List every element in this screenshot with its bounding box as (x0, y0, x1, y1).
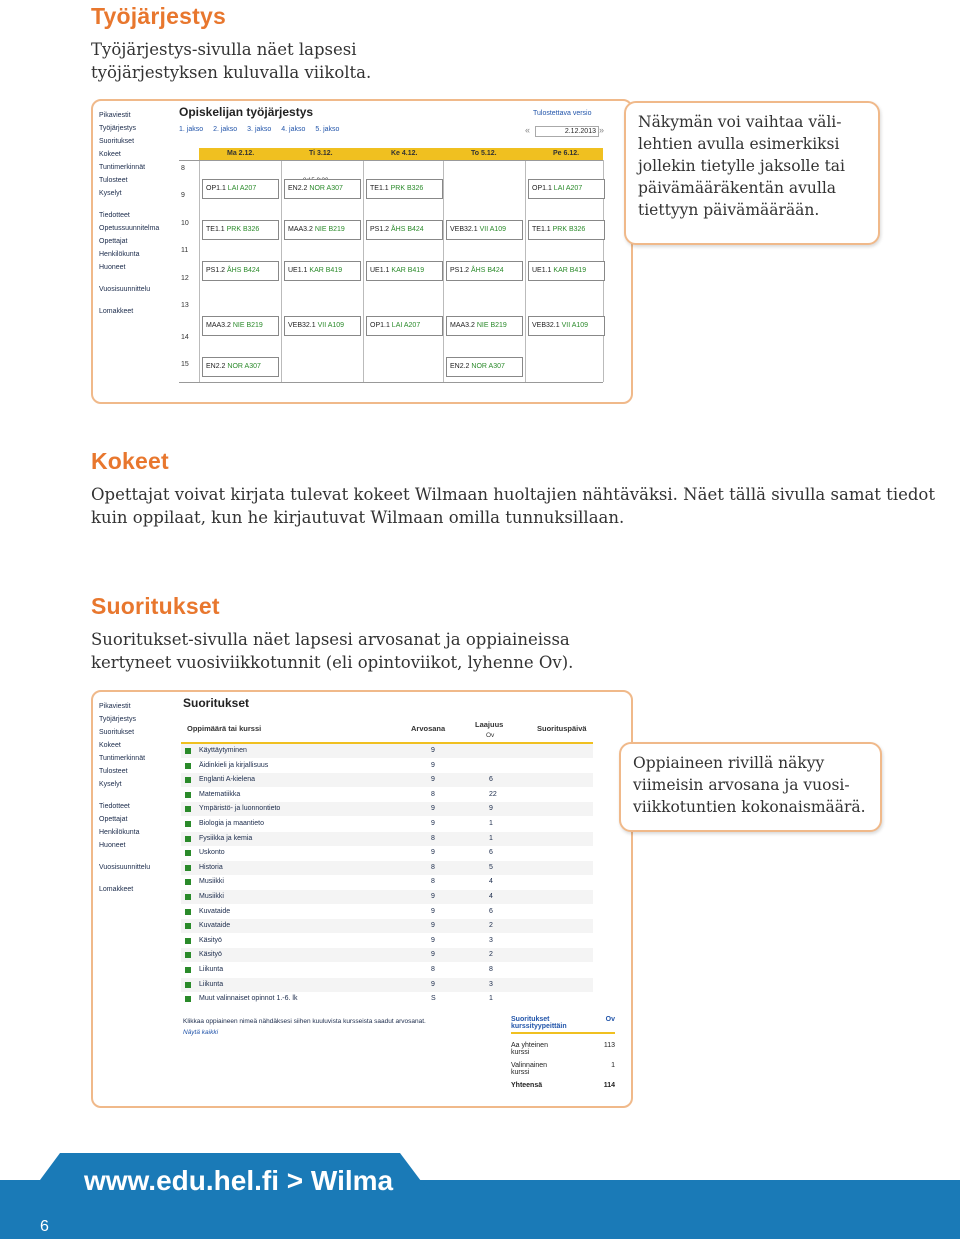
summary-box (511, 1016, 615, 1089)
col-header-scope: Laajuus (475, 720, 504, 729)
expand-icon[interactable] (185, 909, 191, 915)
grades-note: Klikkaa oppiaineen nimeä nähdäksesi siihen kuuluvista kursseista saadut arvosanat. (183, 1018, 426, 1025)
nav-item[interactable]: Tulosteet (99, 768, 128, 775)
print-link[interactable]: Tulostettava versio (533, 110, 592, 117)
day-header: To 5.12. (471, 150, 497, 157)
grade-row[interactable]: Matematiikka 8 22 (181, 788, 593, 802)
nav-item[interactable]: Opettajat (99, 816, 128, 823)
nav-item[interactable]: Pikaviestit (99, 703, 131, 710)
lesson-cell[interactable]: MAA3.2 NIE B219 (202, 316, 279, 336)
lesson-cell[interactable]: OP1.1 LAI A207 (366, 316, 443, 336)
day-header: Ti 3.12. (309, 150, 333, 157)
summary-title: Suoritukset kurssityypeittäin (511, 1016, 567, 1030)
section-heading-tyojarjestys: Työjärjestys (91, 3, 226, 29)
lesson-cell[interactable]: UE1.1 KAR B419 (284, 261, 361, 281)
nav-item[interactable]: Kokeet (99, 742, 121, 749)
grade-row[interactable]: Kuvataide 9 2 (181, 919, 593, 933)
section-text-tyojarjestys: Työjärjestys-sivulla näet lapsesi työjärjestyksen kuluvalla viikolta. (91, 40, 372, 82)
prev-arrow-icon[interactable]: « (525, 125, 531, 135)
grade-row[interactable]: Fysiikka ja kemia 8 1 (181, 832, 593, 846)
hour-label: 13 (181, 302, 189, 309)
expand-icon[interactable] (185, 865, 191, 871)
grade-row[interactable]: Musiikki 9 4 (181, 890, 593, 904)
nav-item[interactable]: Vuosisuunnittelu (99, 864, 151, 871)
lesson-cell[interactable]: TE1.1 PRK B326 (202, 220, 279, 240)
nav-item[interactable]: Vuosisuunnittelu (99, 286, 151, 293)
footer-url[interactable]: www.edu.hel.fi > Wilma (84, 1165, 394, 1196)
grades-title: Suoritukset (183, 696, 250, 710)
nav-item[interactable]: Henkilökunta (99, 829, 140, 836)
next-arrow-icon[interactable]: » (599, 125, 605, 135)
grade-row[interactable]: Liikunta 8 8 (181, 963, 593, 977)
nav-menu (99, 109, 179, 318)
nav-item-selected[interactable]: Työjärjestys (99, 125, 136, 132)
summary-value: 113 (603, 1042, 615, 1049)
grade-row[interactable]: Käyttäytyminen 9 (181, 744, 593, 758)
grades-screenshot (91, 690, 633, 1108)
nav-item[interactable]: Tiedotteet (99, 212, 130, 219)
lesson-cell[interactable]: PS1.2 ÅHS B424 (446, 261, 523, 281)
grade-row[interactable]: Uskonto 9 6 (181, 846, 593, 860)
callout-tabs-info: Näkymän voi vaihtaa väli- lehtien avulla esimerkiksi jollekin tietylle jaksolle tai päivämääräkentän avulla tiettyyn päivämäärään. (624, 101, 880, 245)
lesson-cell[interactable]: VEB32.1 VII A109 (528, 316, 605, 336)
hour-label: 9 (181, 192, 185, 199)
nav-item[interactable]: Lomakkeet (99, 886, 134, 893)
lesson-cell[interactable]: MAA3.2 NIE B219 (284, 220, 361, 240)
lesson-cell[interactable]: PS1.2 ÅHS B424 (366, 220, 443, 240)
day-header: Ma 2.12. (227, 150, 255, 157)
expand-icon[interactable] (185, 982, 191, 988)
grade-row[interactable]: Historia 8 5 (181, 861, 593, 875)
expand-icon[interactable] (185, 806, 191, 812)
period-tab[interactable]: 2. jakso (213, 126, 238, 133)
nav-item[interactable]: Tuntimerkinnät (99, 164, 146, 171)
expand-icon[interactable] (185, 821, 191, 827)
lesson-cell[interactable]: EN2.2 NOR A307 (202, 357, 279, 377)
grade-row[interactable]: Biologia ja maantieto 9 1 (181, 817, 593, 831)
section-text-suoritukset: Suoritukset-sivulla näet lapsesi arvosanat ja oppiaineissa kertyneet vuosiviikkotunnit (eli opintoviikot, lyhenne Ov). (91, 630, 574, 672)
nav-item[interactable]: Henkilökunta (99, 251, 140, 258)
nav-item[interactable]: Kokeet (99, 151, 121, 158)
nav-item[interactable]: Kyselyt (99, 781, 122, 788)
section-heading-kokeet: Kokeet (91, 448, 169, 474)
nav-item[interactable]: Huoneet (99, 842, 126, 849)
nav-item[interactable]: Tuntimerkinnät (99, 755, 146, 762)
summary-label: Aa yhteinen kurssi (511, 1042, 548, 1056)
grade-row[interactable]: Käsityö 9 2 (181, 948, 593, 962)
nav-item[interactable]: Opettajat (99, 238, 128, 245)
period-tab[interactable]: 1. jakso (179, 126, 204, 133)
nav-item[interactable]: Työjärjestys (99, 716, 136, 723)
day-header: Ke 4.12. (391, 150, 418, 157)
nav-menu (99, 700, 179, 896)
lesson-cell[interactable]: OP1.1 LAI A207 (202, 179, 279, 199)
section-text-kokeet: Opettajat voivat kirjata tulevat kokeet Wilmaan huoltajien nähtäväksi. Näet tällä sivulla samat tiedot kuin oppilaat, kun he kirjautuvat Wilmaan omilla tunnuksillaan. (91, 485, 935, 527)
nav-item[interactable]: Opetussuunnitelma (99, 225, 160, 232)
nav-item[interactable]: Suoritukset (99, 138, 135, 145)
expand-icon[interactable] (185, 748, 191, 754)
expand-icon[interactable] (185, 850, 191, 856)
expand-icon[interactable] (185, 967, 191, 973)
grade-row[interactable]: Käsityö 9 3 (181, 934, 593, 948)
expand-icon[interactable] (185, 777, 191, 783)
period-tab[interactable]: 3. jakso (247, 126, 272, 133)
lesson-cell[interactable]: UE1.1 KAR B419 (528, 261, 605, 281)
callout-grades-info: Oppiaineen rivillä näkyy viimeisin arvosana ja vuosi- viikkotuntien kokonaismäärä. (619, 742, 882, 832)
nav-item[interactable]: Pikaviestit (99, 112, 131, 119)
lesson-cell[interactable]: EN2.2 NOR A307 (446, 357, 523, 377)
nav-item[interactable]: Tiedotteet (99, 803, 130, 810)
hour-label: 8 (181, 165, 185, 172)
lesson-cell[interactable]: VEB32.1 VII A109 (446, 220, 523, 240)
expand-icon[interactable] (185, 879, 191, 885)
col-header-grade: Arvosana (411, 724, 446, 733)
hour-label: 12 (181, 275, 189, 282)
period-tab[interactable]: 5. jakso (315, 126, 340, 133)
lesson-cell[interactable]: OP1.1 LAI A207 (528, 179, 605, 199)
expand-icon[interactable] (185, 792, 191, 798)
summary-col: Ov (605, 1016, 615, 1023)
summary-label: Valinnainen kurssi (511, 1062, 548, 1076)
expand-icon[interactable] (185, 938, 191, 944)
lesson-cell[interactable]: TE1.1 PRK B326 (528, 220, 605, 240)
nav-item[interactable]: Kyselyt (99, 190, 122, 197)
nav-item[interactable]: Lomakkeet (99, 308, 134, 315)
hour-label: 11 (181, 247, 189, 254)
period-tab[interactable]: 4. jakso (281, 126, 306, 133)
expand-icon[interactable] (185, 996, 191, 1002)
expand-icon[interactable] (185, 952, 191, 958)
section-heading-suoritukset: Suoritukset (91, 593, 220, 619)
grade-row[interactable]: Ympäristö- ja luonnontieto 9 9 (181, 802, 593, 816)
lesson-cell[interactable]: MAA3.2 NIE B219 (446, 316, 523, 336)
nav-item[interactable]: Tulosteet (99, 177, 128, 184)
summary-value: 1 (611, 1062, 615, 1069)
grade-row[interactable]: Liikunta 9 3 (181, 978, 593, 992)
expand-icon[interactable] (185, 923, 191, 929)
hour-label: 10 (181, 220, 189, 227)
grade-row[interactable]: Englanti A-kielena 9 6 (181, 773, 593, 787)
lesson-cell[interactable]: UE1.1 KAR B419 (366, 261, 443, 281)
date-input[interactable]: 2.12.2013 (535, 126, 599, 137)
nav-item-selected[interactable]: Suoritukset (99, 729, 135, 736)
timetable-title: Opiskelijan työjärjestys (179, 105, 314, 119)
lesson-cell[interactable]: TE1.1 PRK B326 (366, 179, 443, 199)
nav-item[interactable]: Huoneet (99, 264, 126, 271)
col-header-subject: Oppimäärä tai kurssi (187, 724, 262, 733)
summary-total: 114 (603, 1082, 615, 1089)
expand-icon[interactable] (185, 763, 191, 769)
period-tabs (179, 126, 347, 133)
show-all-link[interactable]: Näytä kaikki (183, 1029, 219, 1036)
lesson-cell[interactable]: EN2.2 NOR A307 (284, 179, 361, 199)
hour-label: 15 (181, 361, 189, 368)
grade-row[interactable]: Kuvataide 9 6 (181, 905, 593, 919)
page-number: 6 (40, 1218, 49, 1235)
summary-total-label: Yhteensä (511, 1082, 543, 1089)
grade-row[interactable]: Äidinkieli ja kirjallisuus 9 (181, 759, 593, 773)
grade-row[interactable]: Musiikki 8 4 (181, 875, 593, 889)
lesson-cell[interactable]: VEB32.1 VII A109 (284, 316, 361, 336)
hour-label: 14 (181, 334, 189, 341)
day-header: Pe 6.12. (553, 150, 580, 157)
col-header-scope-unit: Ov (486, 732, 495, 739)
expand-icon[interactable] (185, 836, 191, 842)
lesson-cell[interactable]: PS1.2 ÅHS B424 (202, 261, 279, 281)
grade-row[interactable]: Muut valinnaiset opinnot 1.-6. lk S 1 (181, 992, 593, 1006)
col-header-date: Suorituspäivä (537, 724, 587, 733)
expand-icon[interactable] (185, 894, 191, 900)
timetable-screenshot (91, 99, 633, 404)
